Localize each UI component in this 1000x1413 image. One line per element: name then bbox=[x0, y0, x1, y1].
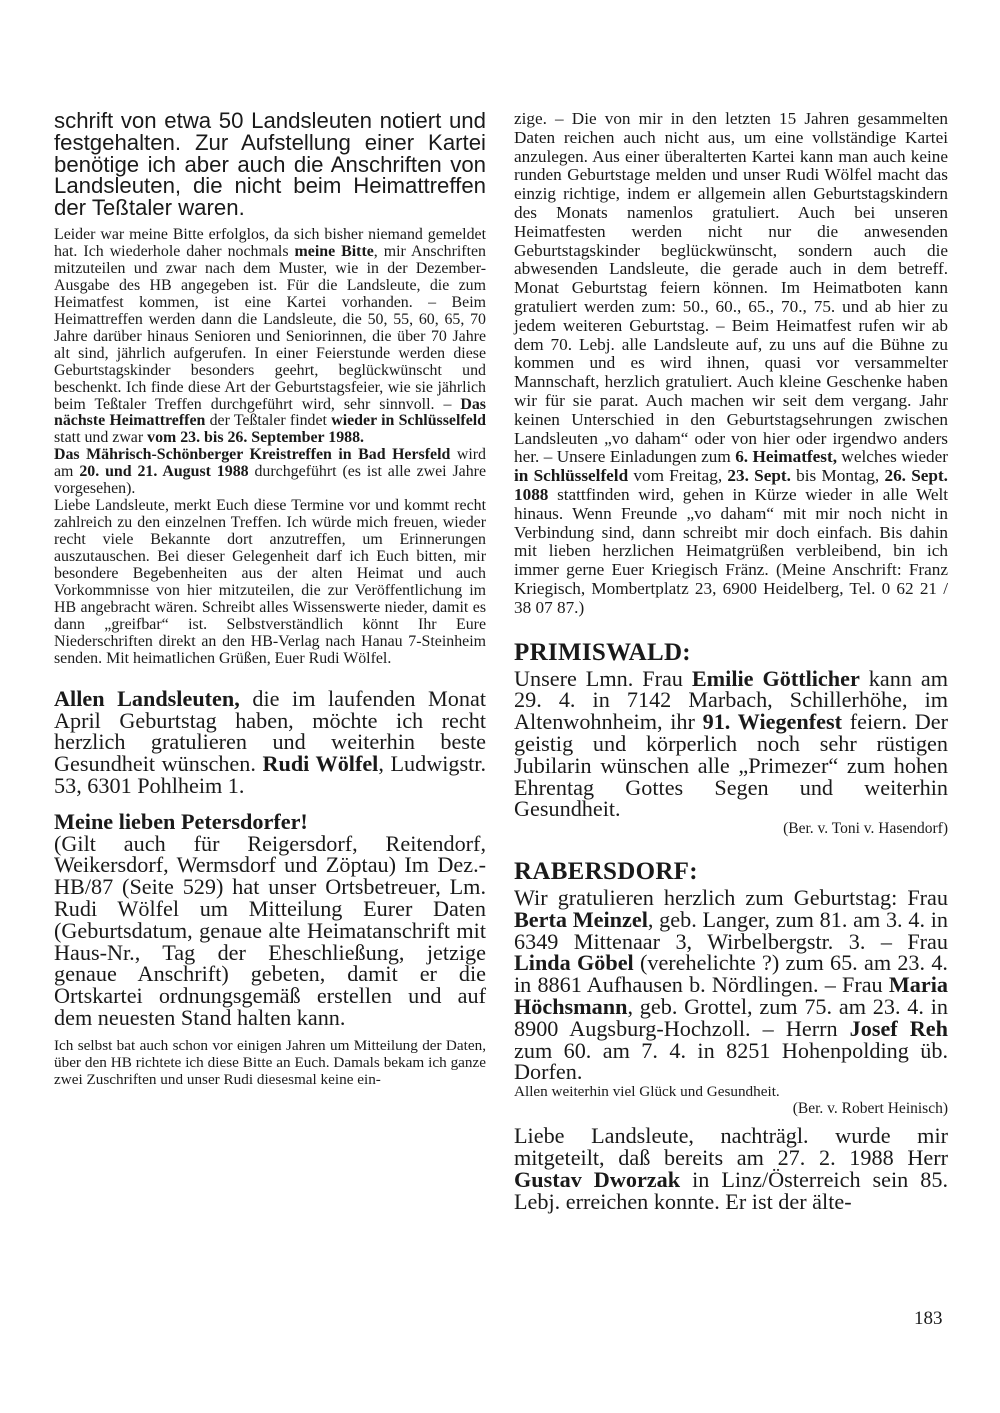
paragraph-appeal: Liebe Landsleute, merkt Euch diese Termine vor und kommt recht zahlreich zu den einzelnen Treffen. Ich würde mich freuen, wieder recht viele Bekannte dort anzutreffen, um Erinnerungen auszutauschen. Bei dieser Gelegenheit darf ich Euch bitten, mir besondere Begebenheiten aus der alten Heimat und auch Vorkommnisse von hier mitzuteilen, die zur Veröffentlichung im HB angebracht wären. Schreibt alles Wissenswerte nieder, damit es dann „greifbar“ ist. Selbstverständlich könnt Ihr Eure Niederschriften direkt an den HB-Verlag nach Hanau 7-Steinheim senden. Mit heimatlichen Grüßen, Euer Rudi Wölfel. bbox=[54, 497, 486, 667]
paragraph-rabersdorf-wishes: Allen weiterhin viel Glück und Gesundheit. bbox=[514, 1083, 780, 1101]
petersdorf-heading: Meine lieben Petersdorfer! bbox=[54, 808, 308, 834]
section-heading-primiswald: PRIMISWALD: bbox=[514, 638, 691, 666]
credit-rabersdorf: (Ber. v. Robert Heinisch) bbox=[792, 1100, 948, 1118]
paragraph-petersdorf-followup: Ich selbst bat auch schon vor einigen Jahren um Mitteilung der Daten, über den HB richtete ich diese Bitte an Euch. Damals bekam ich ganze zwei Zuschriften und unser Rudi diesesmal keine ein- bbox=[54, 1036, 486, 1088]
paragraph-rabersdorf: Wir gratulieren herzlich zum Geburtstag: Frau Berta Meinzel, geb. Langer, zum 81. am 3. 4. in 6349 Mittenaar 3, Wirbelbergstr. 3. – Frau Linda Göbel (verehelichte ?) zum 65. am 23. 4. in 8861 Aufhausen b. Nördlingen. – Frau Maria Höchsmann, geb. Grottel, zum 75. am 23. 4. in 8900 Augsburg-Hochzoll. – Herrn Josef Reh zum 60. am 7. 4. in 8251 Hohenpolding üb. Dorfen. bbox=[514, 885, 948, 1085]
paragraph-kreistreffen: Das Mährisch-Schönberger Kreistreffen in Bad Hersfeld wird am 20. und 21. August 1988 durchgeführt (es ist alle zwei Jahre vorgesehen). bbox=[54, 446, 487, 498]
section-heading-rabersdorf: RABERSDORF: bbox=[514, 858, 698, 886]
right-column bbox=[514, 110, 948, 1212]
page-number: 183 bbox=[914, 1308, 943, 1329]
paragraph-continuation: zige. – Die von mir in den letzten 15 Jahren gesammelten Daten reichen auch nicht aus, um eine vollständige Kartei anzulegen. Aus einer überalterten Kartei kann man auch keine runden Geburtstage melden und unser Rudi Wölfel macht das einzig richtige, indem er allgemein allen Geburtstagskindern des Monats namenlos gratuliert. Auch bei unseren Heimatfesten werden nicht nur die anwesenden Geburtstagskinder beglückwünscht, sondern auch die abwesenden Landsleute, die gerade auch in dem betreff. Monat Geburtstag feiern können. Im Heimatboten kann gratuliert werden zum: 50., 60., 65., 70., 75. und ab hier zu jedem weiteren Geburtstag. – Beim Heimatfest rufen wir ab dem 70. Lebj. alle Landsleute auf, zu uns auf die Bühne zu kommen und es wird ihnen, quasi vor versammelter Mannschaft, herzlich gratuliert. Auch kleine Geschenke haben wir für sie parat. Auch machen wir seit dem vergang. Jahr keinen Unterschied in den Geburtstagsehrungen zwischen Landsleuten „vo daham“ oder von hier oder irgendwo anders her. – Unsere Einladungen zum 6. Heimatfest, welches wieder in Schlüsselfeld vom Freitag, 23. Sept. bis Montag, 26. Sept. 1088 stattfinden wird, gehen in Kürze wieder in alle Welt hinaus. Wenn Freunde „vo daham“ mit mir noch nicht in Verbindung sind, dann schreibt mir doch einfach. Bis dahin mit lieben herzlichen Heimatgrüßen verbleibend, bin ich immer gerne Euer Kriegisch Fränz. (Meine Anschrift: Franz Kriegisch, Mombertplatz 23, 6900 Heidelberg, Tel. 0 62 21 / 38 07 87.) bbox=[514, 109, 948, 617]
paragraph-petersdorf: (Gilt auch für Reigersdorf, Reitendorf, Weikersdorf, Wermsdorf und Zöptau) Im Dez.-HB/87 (Seite 529) hat unser Ortsbetreuer, Lm. Rudi Wölfel um Mitteilung Eurer Daten (Geburtsdatum, genaue alte Heimatanschrift mit Haus-Nr., Tag der Eheschließung, jetzige genaue Anschrift) gebeten, damit er die Ortskartei ordnungsgemäß erstellen und auf dem neuesten Stand halten kann. bbox=[54, 830, 486, 1030]
paragraph-primiswald: Unsere Lmn. Frau Emilie Göttlicher kann am 29. 4. in 7142 Marbach, Schillerhöhe, im Altenwohnheim, ihr 91. Wiegenfest feiern. Der geistig und körperlich noch sehr rüstigen Jubilarin wünschen alle „Primezer“ zum hohen Ehrentag Gottes Segen und weiterhin Gesundheit. bbox=[514, 665, 948, 822]
paragraph-request: Leider war meine Bitte erfolglos, da sich bisher niemand gemeldet hat. Ich wiederhole daher nochmals meine Bitte, mir Anschriften mitzuteilen und zwar nach dem Muster, wie in der Dezember-Ausgabe des HB angegeben ist. Für die Landsleute, die zum Heimatfest kommen, ist eine Kartei vorhanden. – Beim Heimattreffen werden dann die Landsleute, die 50, 55, 60, 65, 70 Jahre darüber hinaus Senioren und Seniorinnen, die über 70 Jahre alt sind, jährlich aufgerufen. In einer Feierstunde werden diese Geburtstagskinder besonders geehrt, beglückwünscht und beschenkt. Ich finde diese Art der Geburtstagsfeier, wie sie jährlich beim Teßtaler Treffen durchgeführt wird, sehr sinnvoll. – Das nächste Heimattreffen der Teßtaler findet wieder in Schlüsselfeld statt und zwar vom 23. bis 26. September 1988. bbox=[54, 225, 486, 447]
paragraph-dworzak: Liebe Landsleute, nachträgl. wurde mir mitgeteilt, daß bereits am 27. 2. 1988 Herr Gustav Dworzak in Linz/Österreich sein 85. Lebj. erreichen konnte. Er ist der älte- bbox=[514, 1123, 948, 1214]
paragraph-intro: schrift von etwa 50 Landsleuten notiert und festgehalten. Zur Aufstellung einer Kartei benötige ich aber auch die Anschriften von Landsleuten, die nicht beim Heimattreffen der Teßtaler waren. bbox=[54, 108, 486, 221]
paragraph-birthday-greeting: Allen Landsleuten, die im laufenden Monat April Geburtstag haben, möchte ich recht herzlich gratulieren und weiterhin beste Gesundheit wünschen. Rudi Wölfel, Ludwigstr. 53, 6301 Pohlheim 1. bbox=[54, 685, 487, 798]
credit-primiswald: (Ber. v. Toni v. Hasendorf) bbox=[783, 820, 948, 838]
left-column bbox=[54, 110, 486, 1088]
